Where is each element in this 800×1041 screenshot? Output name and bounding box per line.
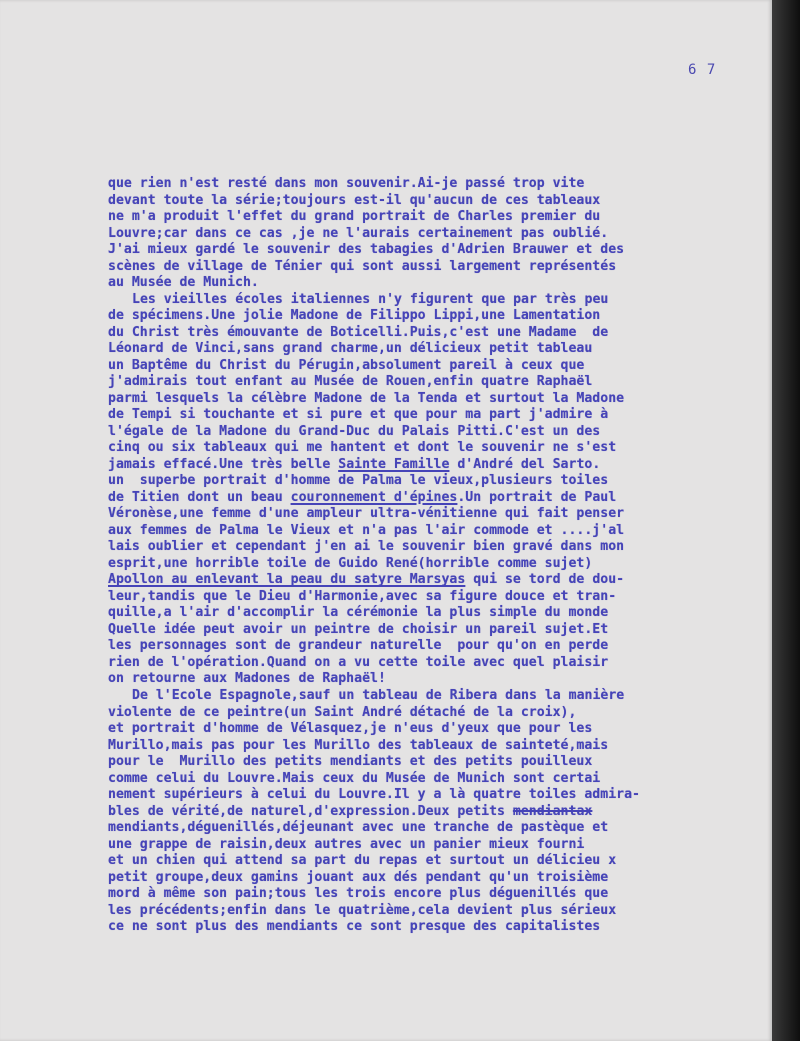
line-text: l'égale de la Madone du Grand-Duc du Palais Pitti.C'est un des [108, 423, 601, 439]
page-number: 6 7 [688, 62, 717, 78]
text-line [0, 903, 772, 920]
line-text: Quelle idée peut avoir un peintre de choisir un pareil sujet.Et [108, 621, 609, 637]
line-text: cinq ou six tableaux qui me hantent et dont le souvenir ne s'est [108, 440, 617, 456]
struck-out-word: mendiantax [512, 803, 593, 819]
text-line [0, 638, 772, 655]
line-text-rest: d'André del Sarto. [449, 456, 601, 472]
line-text: parmi lesquels la célèbre Madone de la Tenda et surtout la Madone [108, 390, 625, 406]
line-text: scènes de village de Ténier qui sont aussi largement représentés [108, 258, 617, 274]
text-line [0, 176, 772, 193]
line-text: ce ne sont plus des mendiants ce sont presque des capitalistes [108, 919, 601, 935]
line-text: les précédents;enfin dans le quatrième,cela devient plus sérieux [108, 902, 617, 918]
line-text: ne m'a produit l'effet du grand portrait de Charles premier du [108, 209, 601, 225]
text-line [0, 341, 772, 358]
text-line [0, 605, 772, 622]
line-text: mendiants,déguenillés,déjeunant avec une tranche de pastèque et [108, 820, 609, 836]
text-line [0, 539, 772, 556]
text-line [0, 837, 772, 854]
underlined-title: Sainte Famille [338, 456, 450, 472]
line-text: une grappe de raisin,deux autres avec un panier mieux fourni [108, 836, 585, 852]
line-text: pour le Murillo des petits mendiants et des petits pouilleux [108, 754, 593, 770]
text-line [0, 688, 772, 705]
text-line [0, 671, 772, 688]
line-text: Les vieilles écoles italiennes n'y figurent que par très peu [132, 291, 609, 307]
line-text: esprit,une horrible toile de Guido René(horrible comme sujet) [108, 555, 593, 571]
line-text: De l'Ecole Espagnole,sauf un tableau de Ribera dans la manière [132, 687, 625, 703]
text-line [0, 275, 772, 292]
line-text: violente de ce peintre(un Saint André détaché de la croix), [108, 704, 577, 720]
text-line [0, 473, 772, 490]
text-line [0, 820, 772, 837]
line-text: Murillo,mais pas pour les Murillo des tableaux de sainteté,mais [108, 737, 609, 753]
line-text-rest: qui se tord de dou- [465, 572, 625, 588]
line-text: nement supérieurs à celui du Louvre.Il y a là quatre toiles admira- [108, 787, 640, 803]
text-line [0, 787, 772, 804]
text-line [0, 506, 772, 523]
underlined-title: Apollon au enlevant la peau du satyre Marsyas [108, 572, 466, 588]
text-line [0, 804, 772, 821]
text-line [0, 259, 772, 276]
text-line [0, 556, 772, 573]
text-line [0, 292, 772, 309]
line-text: et un chien qui attend sa part du repas et surtout un délicieu x [108, 853, 617, 869]
line-text: Véronèse,une femme d'une ampleur ultra-vénitienne qui fait penser [108, 506, 625, 522]
text-line [0, 209, 772, 226]
text-line [0, 457, 772, 474]
scan-edge [772, 0, 800, 1041]
text-line [0, 771, 772, 788]
text-line [0, 325, 772, 342]
line-text: jamais effacé.Une très belle [108, 456, 339, 472]
text-line [0, 391, 772, 408]
line-text: bles de vérité,de naturel,d'expression.Deux petits [108, 803, 513, 819]
text-line [0, 440, 772, 457]
line-text: devant toute la série;toujours est-il qu'aucun de ces tableaux [108, 192, 601, 208]
text-line [0, 738, 772, 755]
line-text: leur,tandis que le Dieu d'Harmonie,avec sa figure douce et tran- [108, 588, 617, 604]
text-line [0, 407, 772, 424]
text-line [0, 886, 772, 903]
line-text: un superbe portrait d'homme de Palma le vieux,plusieurs toiles [108, 473, 609, 489]
text-line [0, 754, 772, 771]
line-text: et portrait d'homme de Vélasquez,je n'eus d'yeux que pour les [108, 721, 593, 737]
text-line [0, 705, 772, 722]
line-text: les personnages sont de grandeur naturelle pour qu'on en perde [108, 638, 609, 654]
text-line [0, 572, 772, 589]
typescript-body [0, 176, 772, 936]
line-text: du Christ très émouvante de Boticelli.Puis,c'est une Madame de [108, 324, 609, 340]
text-line [0, 358, 772, 375]
text-line [0, 870, 772, 887]
text-line [0, 193, 772, 210]
line-text: aux femmes de Palma le Vieux et n'a pas l'air commode et ....j'al [108, 522, 625, 538]
line-text: Louvre;car dans ce cas ,je ne l'aurais certainement pas oublié. [108, 225, 609, 241]
line-text: au Musée de Munich. [108, 275, 259, 291]
text-line [0, 589, 772, 606]
line-text: un Baptême du Christ du Pérugin,absolument pareil à ceux que [108, 357, 585, 373]
underlined-title: couronnement d'épines [290, 489, 458, 505]
text-line [0, 308, 772, 325]
line-text: lais oublier et cependant j'en ai le souvenir bien gravé dans mon [108, 539, 625, 555]
text-line [0, 226, 772, 243]
line-text: on retourne aux Madones de Raphaël! [108, 671, 386, 687]
line-text: mord à même son pain;tous les trois encore plus déguenillés que [108, 886, 609, 902]
text-line [0, 490, 772, 507]
line-text: comme celui du Louvre.Mais ceux du Musée de Munich sont certai [108, 770, 601, 786]
text-line [0, 523, 772, 540]
line-text: de Titien dont un beau [108, 489, 291, 505]
line-text: quille,a l'air d'accomplir la cérémonie la plus simple du monde [108, 605, 609, 621]
line-text: Léonard de Vinci,sans grand charme,un délicieux petit tableau [108, 341, 593, 357]
text-line [0, 622, 772, 639]
line-text-rest: .Un portrait de Paul [457, 489, 617, 505]
line-text: j'admirais tout enfant au Musée de Rouen,enfin quatre Raphaël [108, 374, 593, 390]
text-line [0, 721, 772, 738]
line-text: rien de l'opération.Quand on a vu cette toile avec quel plaisir [108, 654, 609, 670]
line-text: que rien n'est resté dans mon souvenir.Ai-je passé trop vite [108, 176, 585, 191]
line-text: de spécimens.Une jolie Madone de Filippo Lippi,une Lamentation [108, 308, 601, 324]
line-text: petit groupe,deux gamins jouant aux dés pendant qu'un troisième [108, 869, 609, 885]
text-line [0, 374, 772, 391]
line-text: J'ai mieux gardé le souvenir des tabagies d'Adrien Brauwer et des [108, 242, 625, 258]
text-line [0, 655, 772, 672]
line-text: de Tempi si touchante et si pure et que pour ma part j'admire à [108, 407, 609, 423]
text-line [0, 424, 772, 441]
text-line [0, 919, 772, 936]
text-line [0, 853, 772, 870]
text-line [0, 242, 772, 259]
